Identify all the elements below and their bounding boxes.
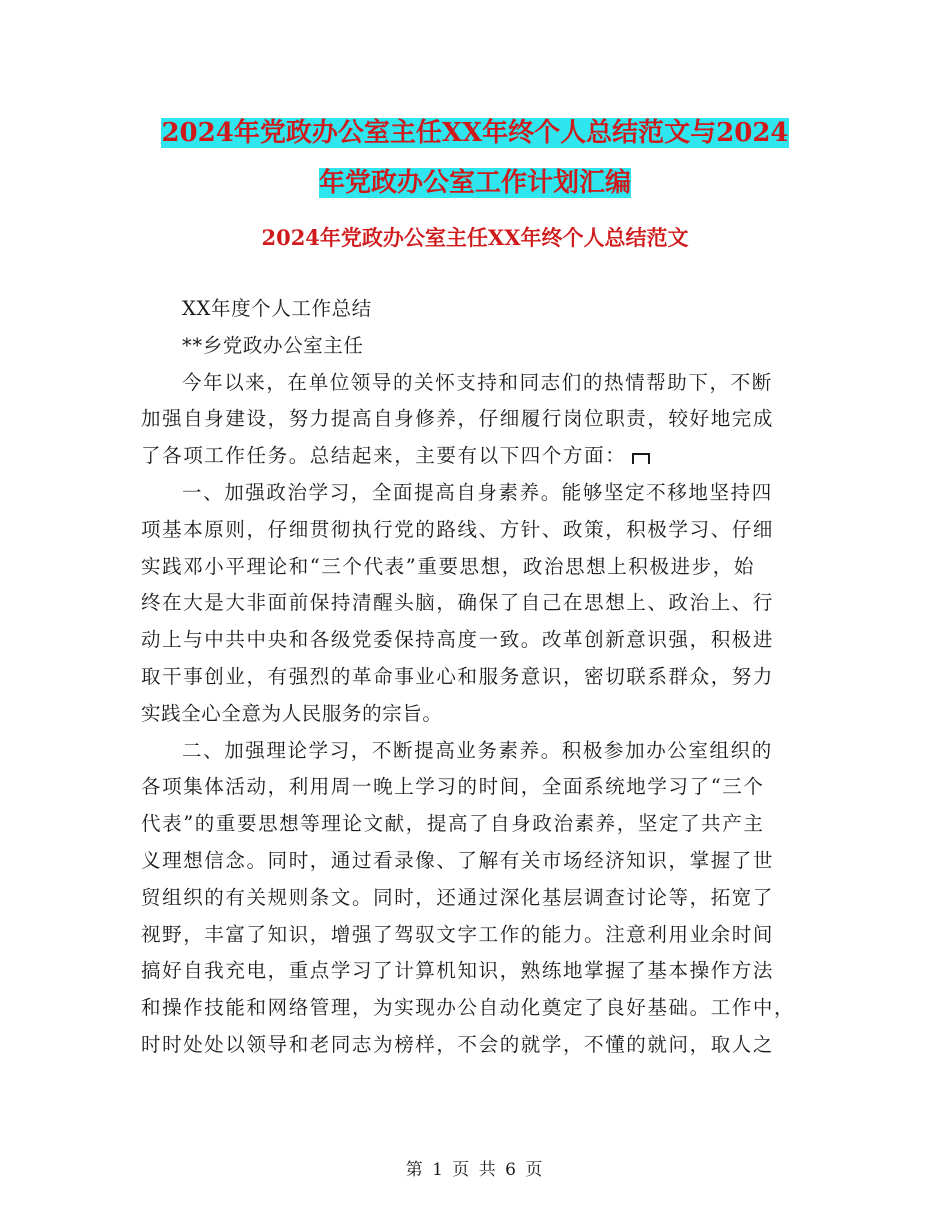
body-line-text: 了各项工作任务。总结起来，主要有以下四个方面：: [141, 444, 627, 468]
document-body: [141, 291, 801, 1064]
body-line: **乡党政办公室主任: [182, 333, 364, 357]
body-line: 二、加强理论学习，不断提高业务素养。积极参加办公室组织的: [182, 738, 773, 762]
body-line: 项基本原则，仔细贯彻执行党的路线、方针、政策，积极学习、仔细: [141, 517, 775, 541]
body-line: 实践邓小平理论和“三个代表”重要思想，政治思想上积极进步，始: [141, 554, 755, 578]
title-line-1: 2024年党政办公室主任XX年终个人总结范文与2024: [161, 118, 789, 148]
title-line-2: 年党政办公室工作计划汇编: [318, 168, 631, 198]
body-line: 一、加强政治学习，全面提高自身素养。能够坚定不移地坚持四: [182, 480, 773, 504]
body-line: XX年度个人工作总结: [182, 297, 372, 320]
body-line: 今年以来，在单位领导的关怀支持和同志们的热情帮助下，不断: [182, 370, 773, 394]
body-line: [141, 438, 801, 475]
body-line: 加强自身建设，努力提高自身修养，仔细履行岗位职责，较好地完成: [141, 407, 775, 431]
body-line: 取干事创业，有强烈的革命事业心和服务意识，密切联系群众，努力: [141, 664, 775, 688]
body-line: 各项集体活动，利用周一晚上学习的时间，全面系统地学习了“三个: [141, 775, 765, 799]
body-line: 动上与中共中央和各级党委保持高度一致。改革创新意识强，积极进: [141, 628, 775, 652]
body-line: 搞好自我充电，重点学习了计算机知识，熟练地掌握了基本操作方法: [141, 959, 775, 983]
section-title: 2024年党政办公室主任XX年终个人总结范文: [261, 225, 689, 250]
page-footer: 第 1 页 共 6 页: [405, 1160, 545, 1180]
body-line: 时时处处以领导和老同志为榜样，不会的就学，不懂的就问，取人之: [141, 1032, 775, 1056]
body-line: 代表”的重要思想等理论文献，提高了自身政治素养，坚定了共产主: [141, 812, 765, 836]
body-line: 视野，丰富了知识，增强了驾驭文字工作的能力。注意利用业余时间: [141, 922, 775, 946]
body-line: 义理想信念。同时，通过看录像、了解有关市场经济知识，掌握了世: [141, 848, 775, 872]
body-line: 实践全心全意为人民服务的宗旨。: [141, 701, 443, 725]
body-line: 贸组织的有关规则条文。同时，还通过深化基层调查讨论等，拓宽了: [141, 885, 775, 909]
edit-mark-icon: [632, 453, 650, 464]
body-line: 终在大是大非面前保持清醒头脑，确保了自己在思想上、政治上、行: [141, 591, 775, 615]
document-title: [140, 108, 810, 208]
body-line: 和操作技能和网络管理，为实现办公自动化奠定了良好基础。工作中，: [141, 996, 796, 1020]
